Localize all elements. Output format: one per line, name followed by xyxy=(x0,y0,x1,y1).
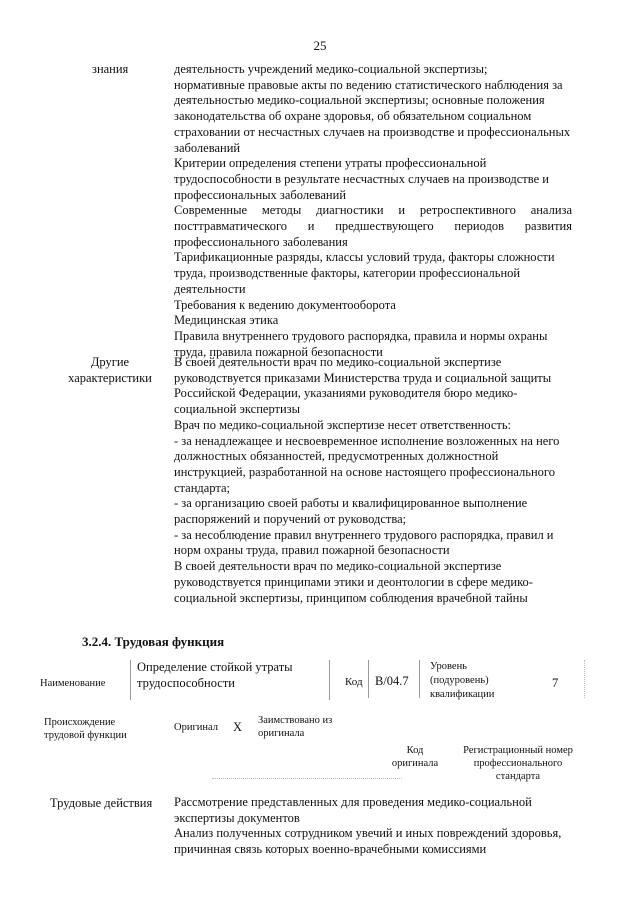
knowledge-item: Критерии определения степени утраты профессиональной трудоспособности в результате несчастных случаев на производстве и профессиональных заболеваний xyxy=(174,156,549,202)
other-item: В своей деятельности врач по медико-социальной экспертизе руководствуется принципами этики и деонтологии в сфере медико-социальной экспертизы, принципом соблюдения врачебной тайны xyxy=(174,559,533,605)
original-label: Оригинал xyxy=(174,722,218,733)
divider xyxy=(212,778,402,779)
other-item: Врач по медико-социальной экспертизе несет ответственность: xyxy=(174,417,512,432)
other-item: В своей деятельности врач по медико-социальной экспертизе руководствуется приказами Министерства труда и социальной защиты Российской Федерации, указаниями руководителя бюро медико-социальной экспертизы xyxy=(174,355,552,417)
page-number: 25 xyxy=(313,38,327,53)
knowledge-item: Требования к ведению документооборота xyxy=(174,297,396,312)
other-characteristics-label: Другие характеристики xyxy=(68,355,152,385)
labor-action-item: Рассмотрение представленных для проведения медико-социальной экспертизы документов xyxy=(174,795,532,825)
section-heading: 3.2.4. Трудовая функция xyxy=(82,634,225,649)
knowledge-item: нормативные правовые акты по ведению статистического наблюдения за деятельностью медико-социальной экспертизы; основные положения законодательства об охране здоровья, об обязательном социальном страховании от несчастных случаев на производстве и профессиональных заболеваний xyxy=(174,77,571,155)
other-item: - за несоблюдение правил внутреннего трудового распорядка, правил и норм охраны труда, правил пожарной безопасности xyxy=(174,527,554,558)
function-name-label: Наименование xyxy=(40,678,106,689)
knowledge-item: Правила внутреннего трудового распорядка, правила и нормы охраны труда, правила пожарной безопасности xyxy=(174,328,548,359)
labor-actions-list xyxy=(174,795,574,858)
other-characteristics-list xyxy=(174,355,572,606)
borrowed-label: Заимствовано из оригинала xyxy=(258,715,333,739)
registration-number-label: Регистрационный номер профессионального стандарта xyxy=(463,745,573,782)
original-mark: X xyxy=(233,720,243,734)
qualification-level-label: Уровень (подуровень) квалификации xyxy=(430,661,495,700)
other-item: - за ненадлежащее и несвоевременное исполнение возложенных на него должностных обязанностей, предусмотренных должностной инструкцией, разработанной на основе настоящего профессионального стандарта; xyxy=(174,433,560,495)
knowledge-item: Современные методы диагностики и ретроспективного анализа посттравматического и предшествующего периодов развития профессионального заболевания xyxy=(174,203,572,249)
qualification-level-value: 7 xyxy=(552,676,559,690)
origin-label: Происхождение трудовой функции xyxy=(44,717,127,741)
knowledge-item: Медицинская этика xyxy=(174,313,279,328)
knowledge-label: знания xyxy=(92,62,129,76)
knowledge-item: Тарификационные разряды, классы условий труда, факторы сложности труда, производственные факторы, категории профессиональной деятельности xyxy=(174,250,555,296)
function-name-value: Определение стойкой утраты трудоспособности xyxy=(130,660,330,700)
code-origin-label: Код оригинала xyxy=(391,745,439,769)
other-item: - за организацию своей работы и квалифицированное выполнение распоряжений и поручений от руководства; xyxy=(174,496,528,527)
knowledge-item: деятельность учреждений медико-социальной экспертизы; xyxy=(174,62,488,76)
labor-actions-label: Трудовые действия xyxy=(50,796,153,810)
labor-action-item: Анализ полученных сотрудником увечий и иных повреждений здоровья, причинная связь которых военно-врачебными комиссиями xyxy=(174,826,562,857)
code-label: Код xyxy=(345,676,363,688)
code-value: B/04.7 xyxy=(368,660,420,698)
knowledge-list xyxy=(174,62,572,360)
